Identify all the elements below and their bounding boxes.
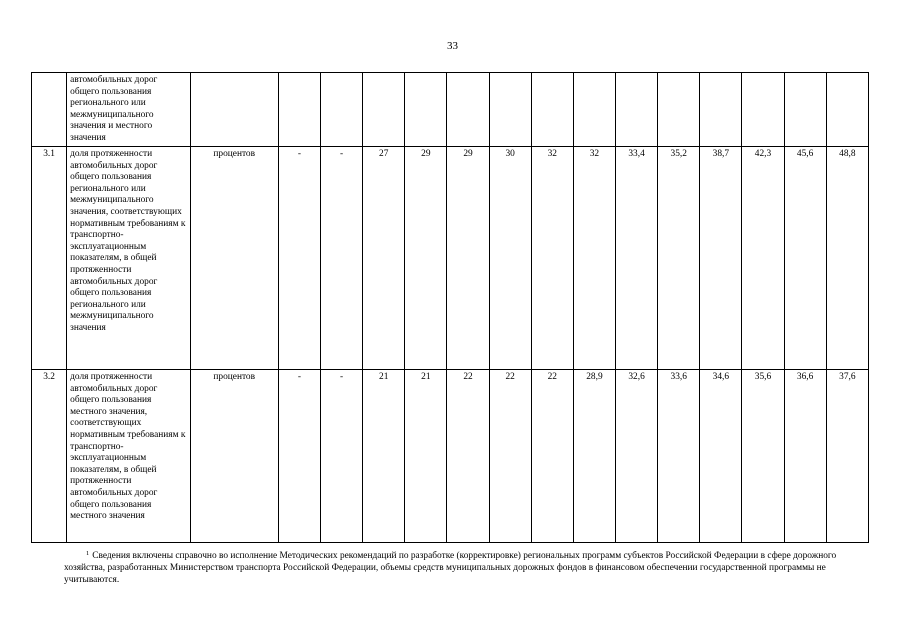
table-row [32, 73, 869, 147]
value-cell: 22 [447, 370, 489, 543]
value-cell [784, 73, 826, 147]
value-cell: - [278, 147, 320, 370]
row-number-cell: 3.1 [32, 147, 67, 370]
footnote-marker: 1 [86, 550, 90, 557]
value-cell [826, 73, 868, 147]
unit-cell: процентов [190, 370, 278, 543]
table-row [32, 147, 869, 370]
value-cell: 29 [405, 147, 447, 370]
value-cell [700, 73, 742, 147]
value-cell [531, 73, 573, 147]
value-cell: 35,2 [658, 147, 700, 370]
value-cell: 32 [573, 147, 615, 370]
value-cell [447, 73, 489, 147]
value-cell: 36,6 [784, 370, 826, 543]
value-cell: 29 [447, 147, 489, 370]
value-cell: - [321, 370, 363, 543]
value-cell: 32,6 [616, 370, 658, 543]
value-cell: 22 [531, 370, 573, 543]
value-cell: - [278, 370, 320, 543]
page-number: 33 [447, 40, 458, 52]
value-cell [658, 73, 700, 147]
footnote [64, 550, 869, 586]
value-cell: 38,7 [700, 147, 742, 370]
row-number-cell: 3.2 [32, 370, 67, 543]
value-cell: 21 [405, 370, 447, 543]
value-cell: 45,6 [784, 147, 826, 370]
value-cell: 48,8 [826, 147, 868, 370]
value-cell: 21 [363, 370, 405, 543]
value-cell [278, 73, 320, 147]
value-cell: 27 [363, 147, 405, 370]
unit-cell [190, 73, 278, 147]
indicators-table [31, 72, 869, 543]
footnote-text: Сведения включены справочно во исполнение Методических рекомендаций по разработке (корректировке) региональных программ субъектов Российской Федерации в сфере дорожного хозяйства, разработанных Министерством транспорта Российской Федерации, объемы средств муниципальных дорожных фондов в финансовом обеспечении государственной программы не учитываются. [64, 551, 837, 585]
value-cell: 32 [531, 147, 573, 370]
table-row [32, 370, 869, 543]
value-cell: 33,4 [616, 147, 658, 370]
value-cell [321, 73, 363, 147]
value-cell [489, 73, 531, 147]
value-cell: 22 [489, 370, 531, 543]
indicator-name-cell: доля протяженности автомобильных дорог общего пользования местного значения, соответствующих нормативным требованиям к транспортно-эксплуатационным показателям, в общей протяженности автомобильных дорог общего пользования местного значения [67, 370, 190, 543]
value-cell: 28,9 [573, 370, 615, 543]
value-cell [742, 73, 784, 147]
value-cell [405, 73, 447, 147]
value-cell [573, 73, 615, 147]
value-cell [616, 73, 658, 147]
value-cell: 37,6 [826, 370, 868, 543]
value-cell: 33,6 [658, 370, 700, 543]
indicator-name-cell: автомобильных дорог общего пользования регионального или межмуниципального значения и местного значения [67, 73, 190, 147]
value-cell: 34,6 [700, 370, 742, 543]
unit-cell: процентов [190, 147, 278, 370]
value-cell: 35,6 [742, 370, 784, 543]
value-cell: - [321, 147, 363, 370]
value-cell: 42,3 [742, 147, 784, 370]
indicator-name-cell: доля протяженности автомобильных дорог общего пользования регионального или межмуниципального значения, соответствующих нормативным требованиям к транспортно-эксплуатационным показателям, в общей протяженности автомобильных дорог общего пользования регионального или межмуниципального значения [67, 147, 190, 370]
value-cell: 30 [489, 147, 531, 370]
row-number-cell [32, 73, 67, 147]
value-cell [363, 73, 405, 147]
